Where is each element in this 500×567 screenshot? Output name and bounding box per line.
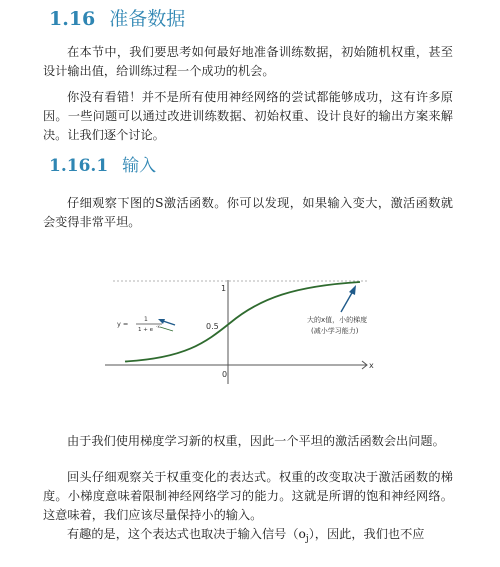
- section-number: 1.16: [49, 8, 96, 30]
- paragraph-sigmoid-intro: 仔细观察下图的S激活函数。你可以发现，如果输入变大，激活函数就会变得非常平坦。: [43, 196, 453, 229]
- annotation-arrow-head: [349, 285, 356, 295]
- last-paragraph-after: ），因此，我们也不应: [308, 527, 425, 541]
- last-paragraph-before: 有趣的是，这个表达式也取决于输入信号（o: [67, 527, 306, 541]
- sigmoid-plot: [105, 268, 405, 388]
- formula-pointer-line: [160, 327, 173, 331]
- section-title: 准备数据: [109, 8, 186, 30]
- formula-denominator: 1 + e: [138, 327, 153, 333]
- paragraph-reasons: 你没有看错！并不是所有使用神经网络的尝试都能够成功，这有许多原因。一些问题可以通过改进训练数据、初始权重、设计良好的输出方案来解决。让我们逐个讨论。: [43, 90, 453, 142]
- annotation-line-2: (减小学习能力): [311, 327, 359, 335]
- formula-numerator: 1: [144, 316, 148, 323]
- formula-exponent: -x: [156, 324, 160, 329]
- formula-arrow-line: [163, 321, 175, 325]
- paragraph-input-signal: [43, 525, 453, 549]
- paragraph-saturation: 回头仔细观察关于权重变化的表达式。权重的改变取决于激活函数的梯度。小梯度意味着限制神经网络学习的能力。这就是所谓的饱和神经网络。这意味着，我们应该尽量保持小的输入。: [43, 470, 453, 522]
- y-tick-1: 1: [221, 284, 227, 293]
- paragraph-flat-problem: 由于我们使用梯度学习新的权重，因此一个平坦的激活函数会出问题。: [67, 434, 445, 448]
- origin-label: 0: [222, 370, 228, 379]
- formula-lhs: y =: [117, 320, 129, 328]
- subsection-heading: [49, 151, 156, 176]
- subscript-j: j: [305, 534, 309, 544]
- sigmoid-figure: [105, 268, 405, 388]
- y-tick-half: 0.5: [206, 322, 219, 331]
- section-heading: [49, 4, 185, 31]
- paragraph-intro: 在本节中，我们要思考如何最好地准备训练数据，初始随机权重，甚至设计输出值，给训练过程一个成功的机会。: [43, 45, 453, 78]
- x-axis-label: x: [369, 361, 374, 370]
- subsection-number: 1.16.1: [49, 156, 109, 176]
- annotation-arrow-line: [341, 291, 353, 312]
- subsection-title: 输入: [122, 156, 157, 176]
- annotation-line-1: 大的x值，小的梯度: [307, 316, 368, 324]
